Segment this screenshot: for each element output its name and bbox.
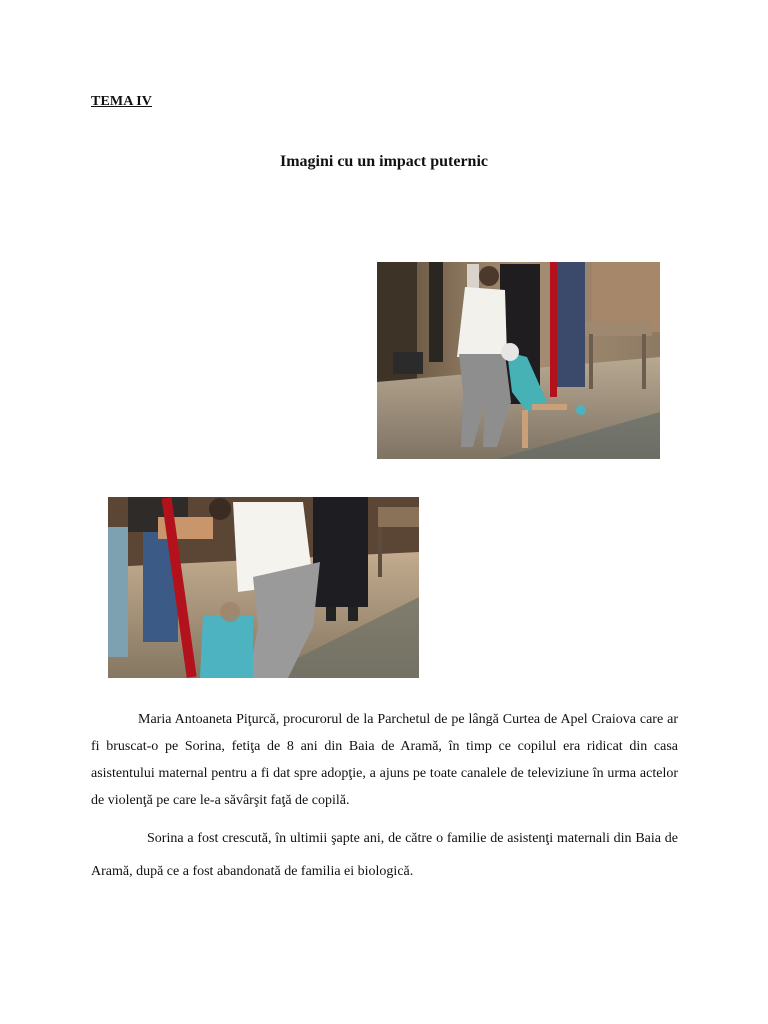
- news-photo-child-on-ground: [108, 497, 419, 678]
- news-photo-woman-pulling-child: [377, 262, 660, 459]
- paragraph-1: Maria Antoaneta Piţurcă, procurorul de la Parchetul de pe lângă Curtea de Apel Craiova care ar fi bruscat-o pe Sorina, fetiţa de 8 ani din Baia de Aramă, în timp ce copilul era ridicat din casa asistentului maternal pentru a fi dat spre adopţie, a ajuns pe toate canalele de televiziune în urma actelor de violenţă pe care le-a săvârşit faţă de copilă.: [91, 712, 678, 808]
- page-title: Imagini cu un impact puternic: [279, 153, 488, 170]
- paragraph-2: Sorina a fost crescută, în ultimii şapte ani, de către o familie de asistenţi maternali din Baia de Aramă, după ce a fost abandonată de familia ei biologică.: [91, 831, 678, 879]
- section-heading: TEMA IV: [91, 94, 152, 109]
